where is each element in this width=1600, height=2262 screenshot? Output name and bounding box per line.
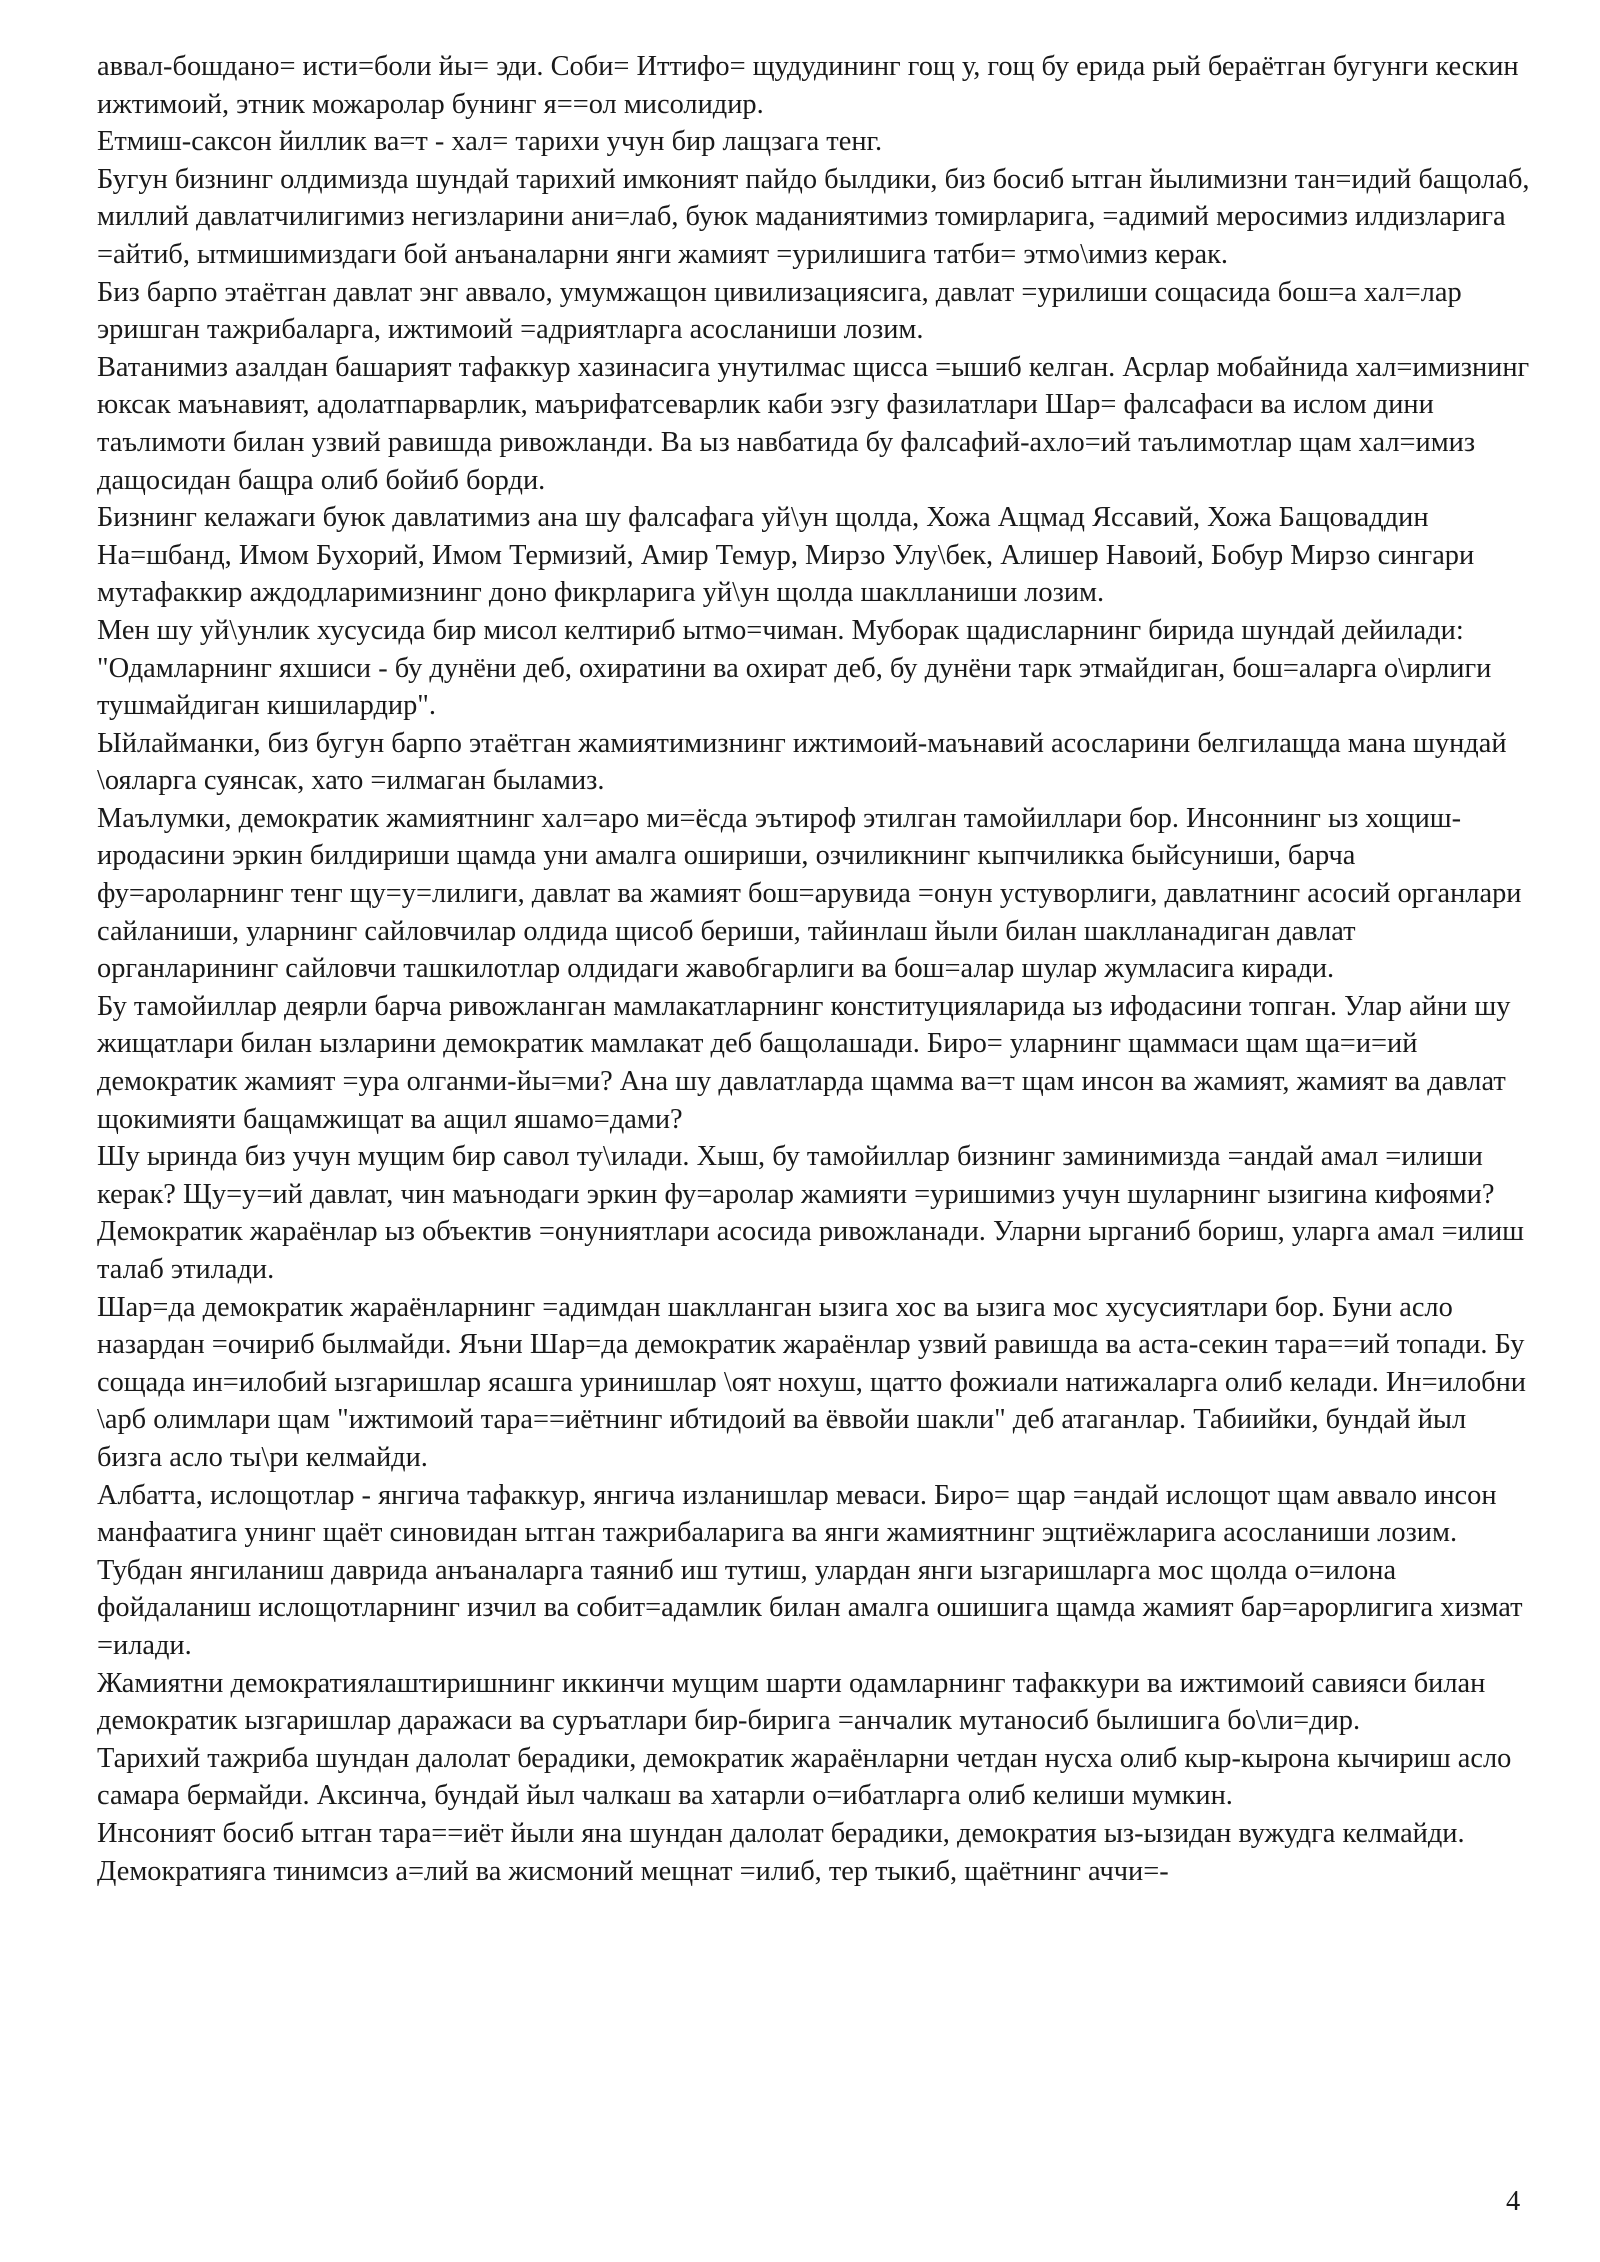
- paragraph: Инсоният босиб ытган тара==иёт йыли яна шундан далолат берадики, демократия ыз-ызидан вужудга келмайди. Демократияга тинимсиз а=лий ва жисмоний мещнат =илиб, тер тыкиб, щаётнинг аччи=-: [97, 1817, 1465, 1887]
- paragraph: Етмиш-саксон йиллик ва=т - хал= тарихи учун бир лащзага тенг.: [97, 126, 883, 158]
- paragraph: Демократик жараёнлар ыз объектив =онуниятлари асосида ривожланади. Уларни ырганиб бориш, уларга амал =илиш талаб этилади.: [97, 1216, 1525, 1285]
- paragraph: Бизнинг келажаги буюк давлатимиз ана шу фалсафага уй\ун щолда, Хожа Ащмад Яссавий, Хожа Бащоваддин На=шбанд, Имом Бухорий, Имом Термизий, Амир Темур, Мирзо Улу\бек, Алишер Навоий, Бобур Мирзо сингари мутафаккир аждодларимизнинг доно фикрларига уй\ун щолда шаклланиши лозим.: [97, 502, 1475, 609]
- paragraph: Мен шу уй\унлик хусусида бир мисол келтириб ытмо=чиман. Муборак щадисларнинг бирида шундай дейилади: "Одамларнинг яхшиси - бу дунёни деб, охиратини ва охират деб, бу дунёни тарк этмайдиган, бош=аларга о\ирлиги тушмайдиган кишилардир".: [97, 614, 1492, 722]
- paragraph: Бугун бизнинг олдимизда шундай тарихий имконият пайдо былдики, биз босиб ытган йылимизни тан=идий бащолаб, миллий давлатчилигимиз негизларини ани=лаб, буюк маданиятимиз томирларига, =адимий меросимиз илдизларига =айтиб, ытмишимиздаги бой анъаналарни янги жамият =урилишига татби= этмо\имиз керак.: [97, 163, 1530, 270]
- paragraph: Биз барпо этаётган давлат энг аввало, умумжащон цивилизациясига, давлат =урилиши сощасида бош=а хал=лар эришган тажрибаларга, ижтимоий =адриятларга асосланиши лозим.: [97, 276, 1462, 346]
- paragraph: Тарихий тажриба шундан далолат берадики, демократик жараёнларни четдан нусха олиб кыр-кырона кычириш асло самара бермайди. Аксинча, бундай йыл чалкаш ва хатарли о=ибатларга олиб келиши мумкин.: [97, 1742, 1512, 1812]
- paragraph: Ыйлайманки, биз бугун барпо этаётган жамиятимизнинг ижтимоий-маънавий асосларини белгилащда мана шундай \ояларга суянсак, хато =илмаган быламиз.: [97, 727, 1507, 797]
- paragraph: Шу ыринда биз учун мущим бир савол ту\илади. Хыш, бу тамойиллар бизнинг заминимизда =андай амал =илиши керак? Щу=у=ий давлат, чин маънодаги эркин фу=аролар жамияти =уришимиз учун шуларнинг ызигина кифоями?: [97, 1141, 1495, 1210]
- paragraph: Шар=да демократик жараёнларнинг =адимдан шаклланган ызига хос ва ызига мос хусусиятлари бор. Буни асло назардан =очириб былмайди. Яъни Шар=да демократик жараёнлар узвий равишда ва аста-секин тара==ий топади. Бу сощада ин=илобий ызгаришлар ясашга уринишлар \оят нохуш, щатто фожиали натижаларга олиб келади. Ин=илобни \арб олимлари щам "ижтимоий тара==иётнинг ибтидоий ва ёввойи шакли" деб атаганлар. Табиийки, бундай йыл бизга асло ты\ри келмайди.: [97, 1291, 1526, 1473]
- paragraph: Жамиятни демократиялаштиришнинг иккинчи мущим шарти одамларнинг тафаккури ва ижтимоий савияси билан демократик ызгаришлар даражаси ва суръатлари бир-бирига =анчалик мутаносиб былишига бо\ли=дир.: [97, 1667, 1486, 1737]
- page-number: 4: [1506, 2186, 1521, 2217]
- paragraph: Тубдан янгиланиш даврида анъаналарга таяниб иш тутиш, улардан янги ызгаришларга мос щолда о=илона фойдаланиш ислощотларнинг изчил ва собит=адамлик билан амалга ошишига щамда жамият бар=арорлигига хизмат =илади.: [97, 1554, 1523, 1661]
- paragraph: Ватанимиз азалдан башарият тафаккур хазинасига унутилмас щисса =ышиб келган. Асрлар мобайнида хал=имизнинг юксак маънавият, адолатпарварлик, маърифатсеварлик каби эзгу фазилатлари Шар= фалсафаси ва ислом дини таълимоти билан узвий равишда ривожланди. Ва ыз навбатида бу фалсафий-ахло=ий таълимотлар щам хал=имиз дащосидан бащра олиб бойиб борди.: [97, 351, 1530, 496]
- paragraph: аввал-бошдано= исти=боли йы= эди. Соби= Иттифо= щудудининг гощ у, гощ бу ерида рый бераётган бугунги кескин ижтимоий, этник можаролар бунинг я==ол мисолидир.: [97, 51, 1519, 120]
- paragraph: Маълумки, демократик жамиятнинг хал=аро ми=ёсда эътироф этилган тамойиллари бор. Инсоннинг ыз хощиш-иродасини эркин билдириши щамда уни амалга ошириши, озчиликнинг кыпчиликка быйсуниши, барча фу=ароларнинг тенг щу=у=лилиги, давлат ва жамият бош=арувида =онун устуворлиги, давлатнинг асосий органлари сайланиши, уларнинг сайловчилар олдида щисоб бериши, тайинлаш йыли билан шаклланадиган давлат органларининг сайловчи ташкилотлар олдидаги жавобгарлиги ва бош=алар шулар жумласига киради.: [97, 802, 1522, 985]
- paragraph: Бу тамойиллар деярли барча ривожланган мамлакатларнинг конституцияларида ыз ифодасини топган. Улар айни шу жищатлари билан ызларини демократик мамлакат деб бащолашади. Биро= уларнинг щаммаси щам ща=и=ий демократик жамият =ура олганми-йы=ми? Ана шу давлатларда щамма ва=т щам инсон ва жамият, жамият ва давлат щокимияти бащамжищат ва ащил яшамо=дами?: [97, 990, 1511, 1135]
- document-body: [97, 48, 1537, 1890]
- paragraph: Албатта, ислощотлар - янгича тафаккур, янгича изланишлар меваси. Биро= щар =андай ислощот щам аввало инсон манфаатига унинг щаёт синовидан ытган тажрибаларига ва янги жамиятнинг эщтиёжларига асосланиши лозим.: [97, 1479, 1497, 1549]
